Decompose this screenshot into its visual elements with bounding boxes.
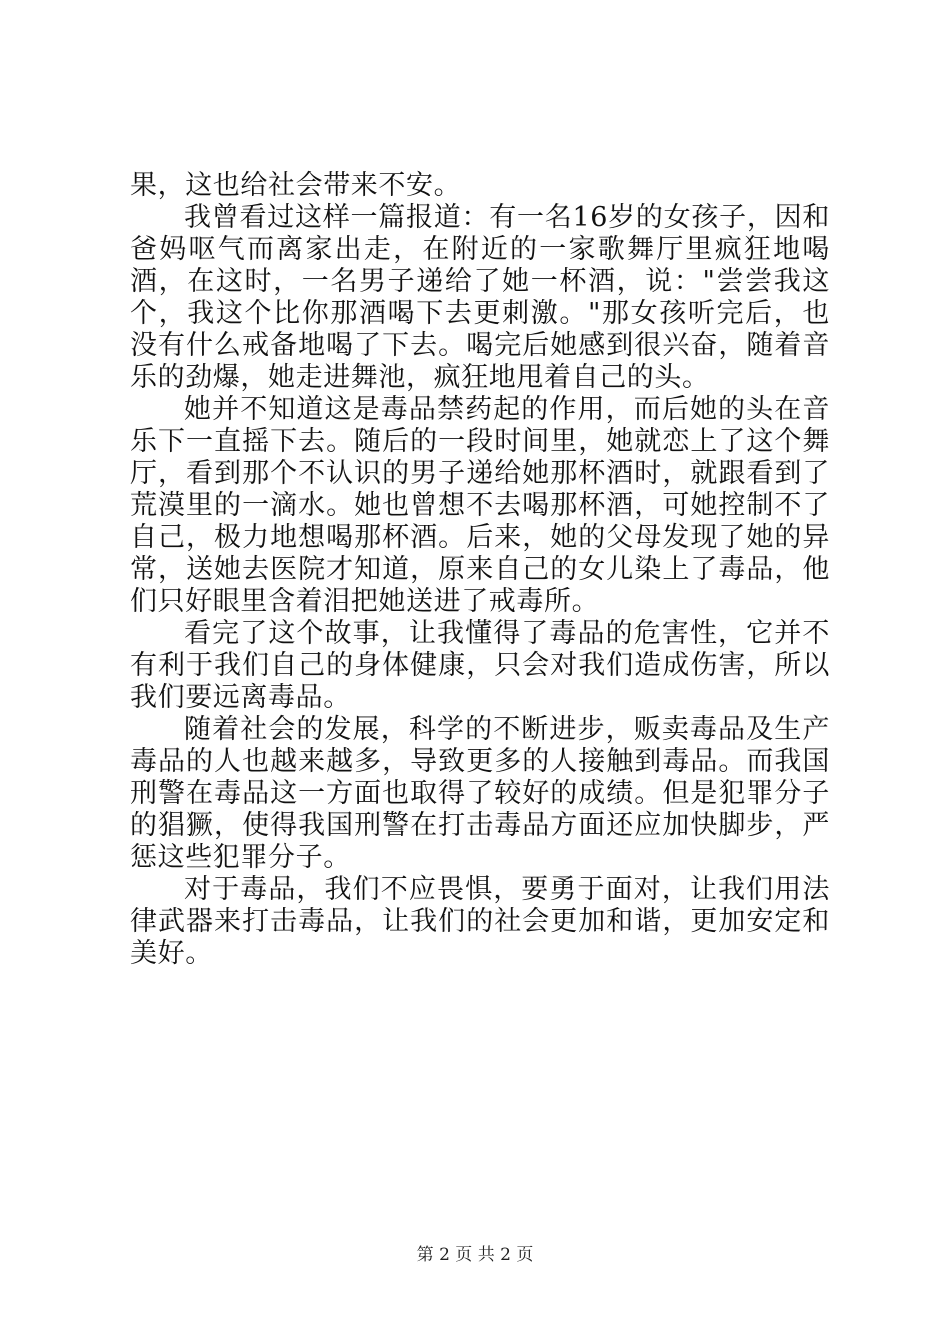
paragraph-news-report: 我曾看过这样一篇报道：有一名16岁的女孩子，因和爸妈呕气而离家出走，在附近的一家歌舞厅里疯狂地喝酒，在这时，一名男子递给了她一杯酒，说："尝尝我这个，我这个比你那酒喝下去更刺激。"那女孩听完后，也没有什么戒备地喝了下去。喝完后她感到很兴奋，随着音乐的劲爆，她走进舞池，疯狂地甩着自己的头。	[130, 202, 830, 393]
paragraph-continuation: 果，这也给社会带来不安。	[130, 170, 462, 201]
paragraph-addiction: 她并不知道这是毒品禁药起的作用，而后她的头在音乐下一直摇下去。随后的一段时间里，她就恋上了这个舞厅，看到那个不认识的男子递给她那杯酒时，就跟看到了荒漠里的一滴水。她也曾想不去喝那杯酒，可她控制不了自己，极力地想喝那杯酒。后来，她的父母发现了她的异常，送她去医院才知道，原来自己的女儿染上了毒品，他们只好眼里含着泪把她送进了戒毒所。	[130, 394, 830, 617]
paragraph-lesson: 看完了这个故事，让我懂得了毒品的危害性，它并不有利于我们自己的身体健康，只会对我们造成伤害，所以我们要远离毒品。	[130, 618, 830, 713]
document-body	[130, 170, 830, 970]
paragraph-conclusion: 对于毒品，我们不应畏惧，要勇于面对，让我们用法律武器来打击毒品，让我们的社会更加和谐，更加安定和美好。	[130, 874, 830, 969]
page-number-footer: 第 2 页 共 2 页	[416, 1245, 534, 1265]
paragraph-society: 随着社会的发展，科学的不断进步，贩卖毒品及生产毒品的人也越来越多，导致更多的人接触到毒品。而我国刑警在毒品这一方面也取得了较好的成绩。但是犯罪分子的猖獗，使得我国刑警在打击毒品方面还应加快脚步，严惩这些犯罪分子。	[130, 714, 830, 873]
